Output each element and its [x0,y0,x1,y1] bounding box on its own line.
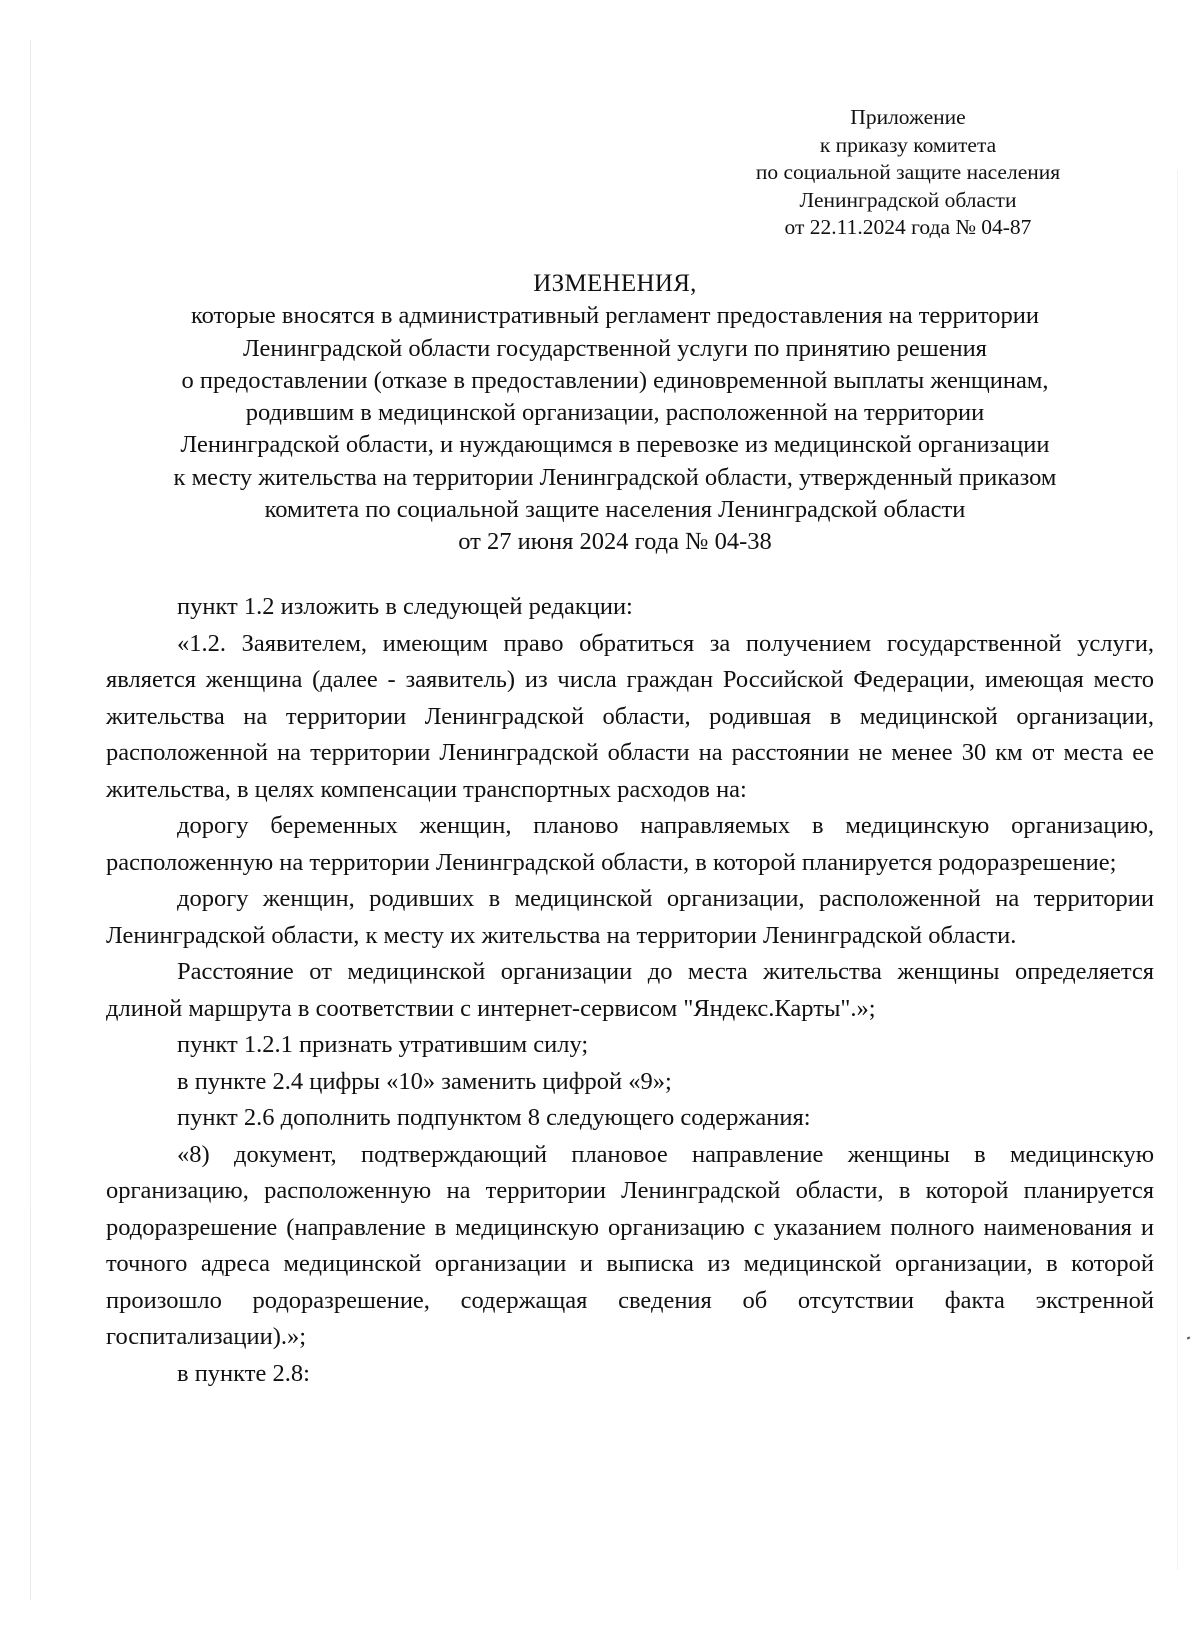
scan-speck [1187,1336,1191,1339]
body-paragraph: пункт 1.2 изложить в следующей редакции: [177,593,633,620]
body-paragraph: пункт 2.6 дополнить подпунктом 8 следующего содержания: [177,1104,811,1131]
body-paragraph: в пункте 2.4 цифры «10» заменить цифрой «9»; [177,1067,672,1095]
body-paragraph: Расстояние от медицинской организации до места жительства женщины определяется длиной маршрута в соответствии с интернет-сервисом "Яндекс.Карты".»; [106,958,1154,1022]
body-paragraph: дорогу беременных женщин, планово направляемых в медицинскую организацию, расположенную на территории Ленинградской области, в которой планируется родоразрешение; [106,812,1154,876]
scan-edge-artifact-right [1177,170,1178,1570]
title-line: родившим в медицинской организации, расположенной на территории [245,399,985,427]
title-heading: ИЗМЕНЕНИЯ, [533,270,697,297]
title-line: Ленинградской области, и нуждающимся в перевозке из медицинской организации [180,431,1050,459]
body-paragraph: «1.2. Заявителем, имеющим право обратиться за получением государственной услуги, является женщина (далее - заявитель) из числа граждан Российской Федерации, имеющая место жительства на территории Ленинградской области, родившая в медицинской организации, расположенной на территории Ленинградской области на расстоянии не менее 30 км от места ее жительства, в целях компенсации транспортных расходов на: [106,629,1154,803]
appendix-line: от 22.11.2024 года № 04-87 [784,215,1032,239]
document-body [106,589,1154,1392]
body-paragraph: в пункте 2.8: [177,1359,310,1387]
body-paragraph: пункт 1.2.1 признать утратившим силу; [177,1031,589,1058]
title-line: которые вносятся в административный регламент предоставления на территории [190,302,1040,330]
appendix-header [688,104,1128,242]
document-title [95,268,1135,559]
appendix-line: Ленинградской области [799,187,1017,212]
title-line: о предоставлении (отказе в предоставлении) единовременной выплаты женщинам, [181,366,1049,394]
title-line: Ленинградской области государственной услуги по принятию решения [243,334,987,362]
title-line: комитета по социальной защите населения Ленинградской области [264,496,966,524]
body-paragraph: дорогу женщин, родивших в медицинской организации, расположенной на территории Ленинградской области, к месту их жительства на территории Ленинградской области. [106,885,1154,949]
title-line: от 27 июня 2024 года № 04-38 [458,528,772,556]
scan-edge-artifact [30,40,31,1600]
title-line: к месту жительства на территории Ленинградской области, утвержденный приказом [173,463,1057,491]
body-paragraph: «8) документ, подтверждающий плановое направление женщины в медицинскую организацию, расположенную на территории Ленинградской области, в которой планируется родоразрешение (направление в медицинскую организацию с указанием полного наименования и точного адреса медицинской организации и выписка из медицинской организации, в которой произошло родоразрешение, содержащая сведения об отсутствии факта экстренной госпитализации).»; [106,1140,1154,1350]
appendix-line: к приказу комитета [819,132,997,157]
appendix-line: Приложение [850,105,966,129]
appendix-line: по социальной защите населения [755,160,1061,184]
